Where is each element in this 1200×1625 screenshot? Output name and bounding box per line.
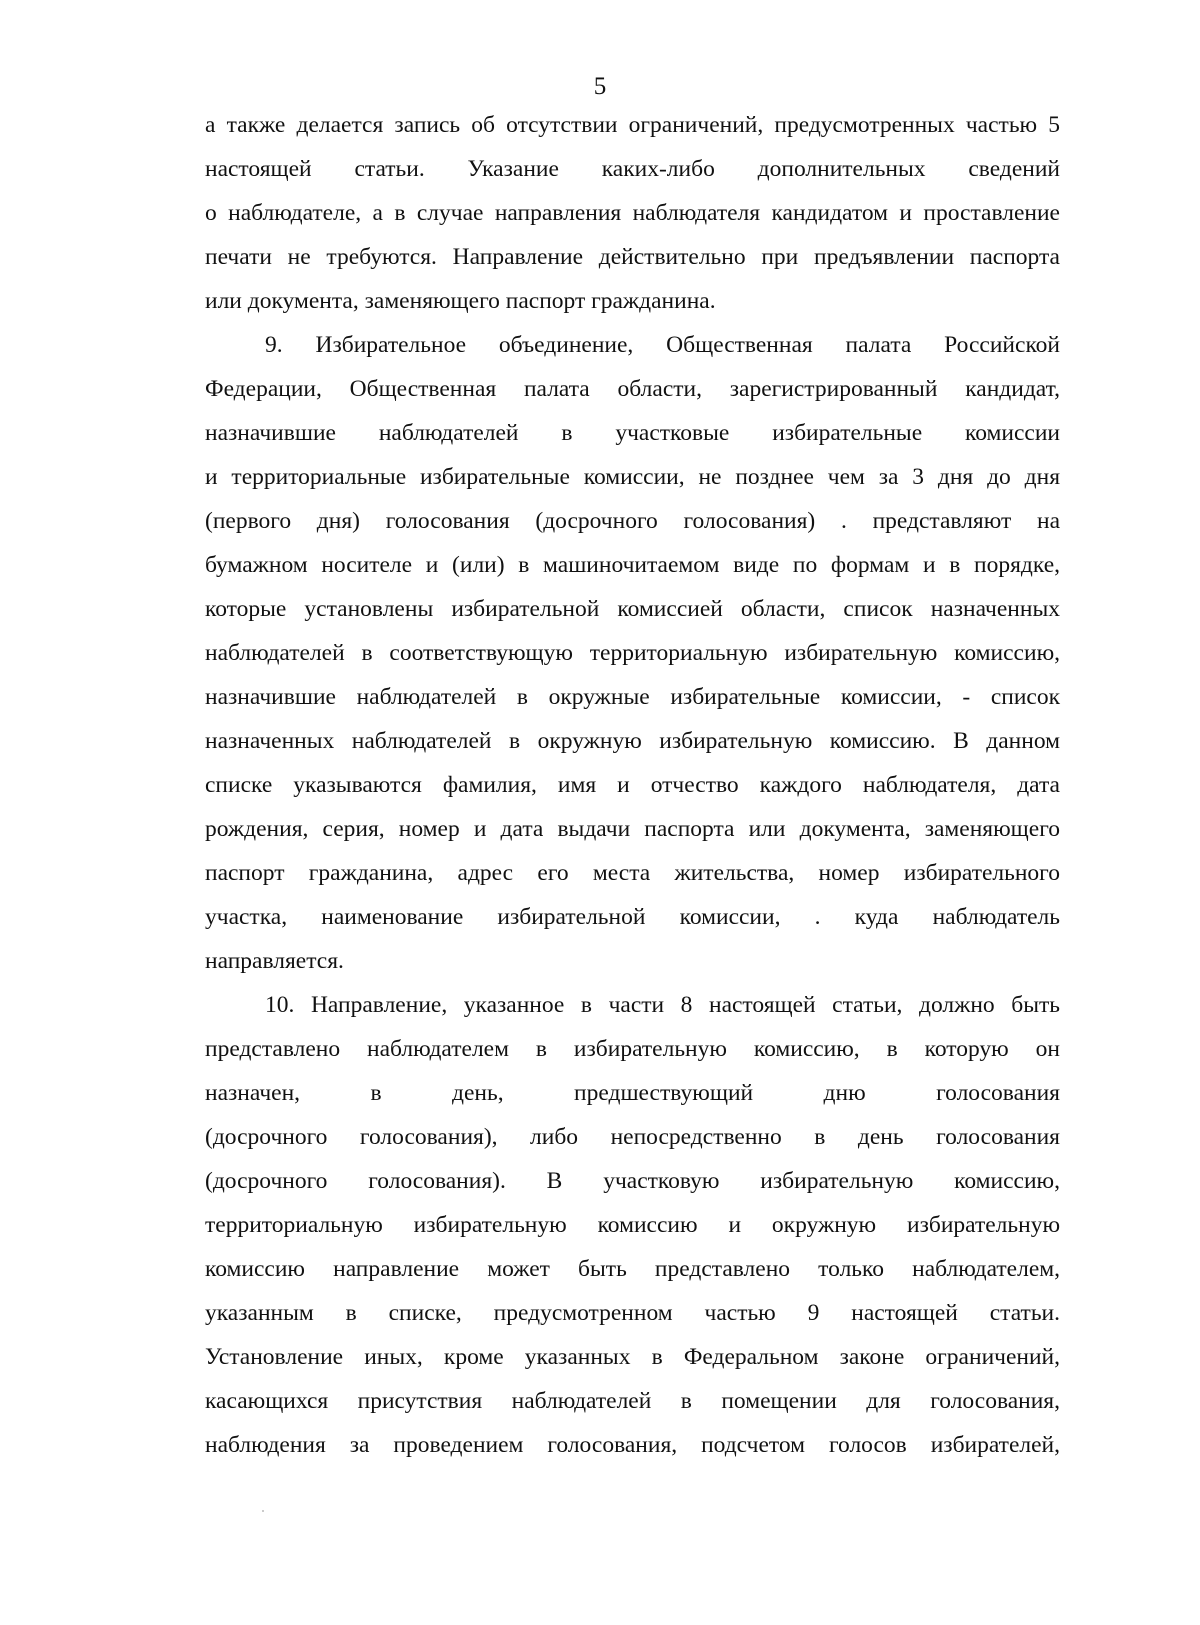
- text-line: назначен, в день, предшествующий дню голосования: [205, 1080, 1060, 1106]
- text-line: бумажном носителе и (или) в машиночитаемом виде по формам и в порядке,: [205, 552, 1060, 578]
- text-line: назначившие наблюдателей в участковые избирательные комиссии: [205, 420, 1060, 446]
- text-line: 9. Избирательное объединение, Общественная палата Российской: [265, 332, 1060, 358]
- scan-speck: [262, 1510, 264, 1512]
- text-line: печати не требуются. Направление действительно при предъявлении паспорта: [205, 244, 1060, 270]
- text-line: настоящей статьи. Указание каких-либо дополнительных сведений: [205, 156, 1060, 182]
- text-line: или документа, заменяющего паспорт гражданина.: [205, 288, 716, 314]
- text-line: (досрочного голосования). В участковую избирательную комиссию,: [205, 1168, 1060, 1194]
- text-line: наблюдения за проведением голосования, подсчетом голосов избирателей,: [205, 1432, 1060, 1458]
- text-line: о наблюдателе, а в случае направления наблюдателя кандидатом и проставление: [205, 200, 1060, 226]
- page-number: 5: [593, 73, 607, 100]
- text-line: указанным в списке, предусмотренном частью 9 настоящей статьи.: [205, 1300, 1060, 1326]
- text-line: назначенных наблюдателей в окружную избирательную комиссию. В данном: [205, 728, 1060, 754]
- text-line: Установление иных, кроме указанных в Федеральном законе ограничений,: [205, 1344, 1060, 1370]
- text-line: направляется.: [205, 948, 344, 974]
- text-line: паспорт гражданина, адрес его места жительства, номер избирательного: [205, 860, 1060, 886]
- paragraph-10: [205, 983, 1060, 1467]
- text-line: наблюдателей в соответствующую территориальную избирательную комиссию,: [205, 640, 1060, 666]
- text-line: рождения, серия, номер и дата выдачи паспорта или документа, заменяющего: [205, 816, 1060, 842]
- text-line: касающихся присутствия наблюдателей в помещении для голосования,: [205, 1388, 1060, 1414]
- text-line: представлено наблюдателем в избирательную комиссию, в которую он: [205, 1036, 1060, 1062]
- paragraph-continuation: [205, 103, 1060, 323]
- text-line: назначившие наблюдателей в окружные избирательные комиссии, - список: [205, 684, 1060, 710]
- text-line: Федерации, Общественная палата области, зарегистрированный кандидат,: [205, 376, 1060, 402]
- document-body: [205, 103, 1060, 1467]
- text-line: и территориальные избирательные комиссии, не позднее чем за 3 дня до дня: [205, 464, 1060, 490]
- paragraph-9: [205, 323, 1060, 983]
- text-line: которые установлены избирательной комиссией области, список назначенных: [205, 596, 1060, 622]
- text-line: комиссию направление может быть представлено только наблюдателем,: [205, 1256, 1060, 1282]
- text-line: (досрочного голосования), либо непосредственно в день голосования: [205, 1124, 1060, 1150]
- text-line: 10. Направление, указанное в части 8 настоящей статьи, должно быть: [265, 992, 1060, 1018]
- text-line: участка, наименование избирательной комиссии, . куда наблюдатель: [205, 904, 1060, 930]
- text-line: а также делается запись об отсутствии ограничений, предусмотренных частью 5: [205, 112, 1060, 138]
- text-line: (первого дня) голосования (досрочного голосования) . представляют на: [205, 508, 1060, 534]
- text-line: территориальную избирательную комиссию и окружную избирательную: [205, 1212, 1060, 1238]
- text-line: списке указываются фамилия, имя и отчество каждого наблюдателя, дата: [205, 772, 1060, 798]
